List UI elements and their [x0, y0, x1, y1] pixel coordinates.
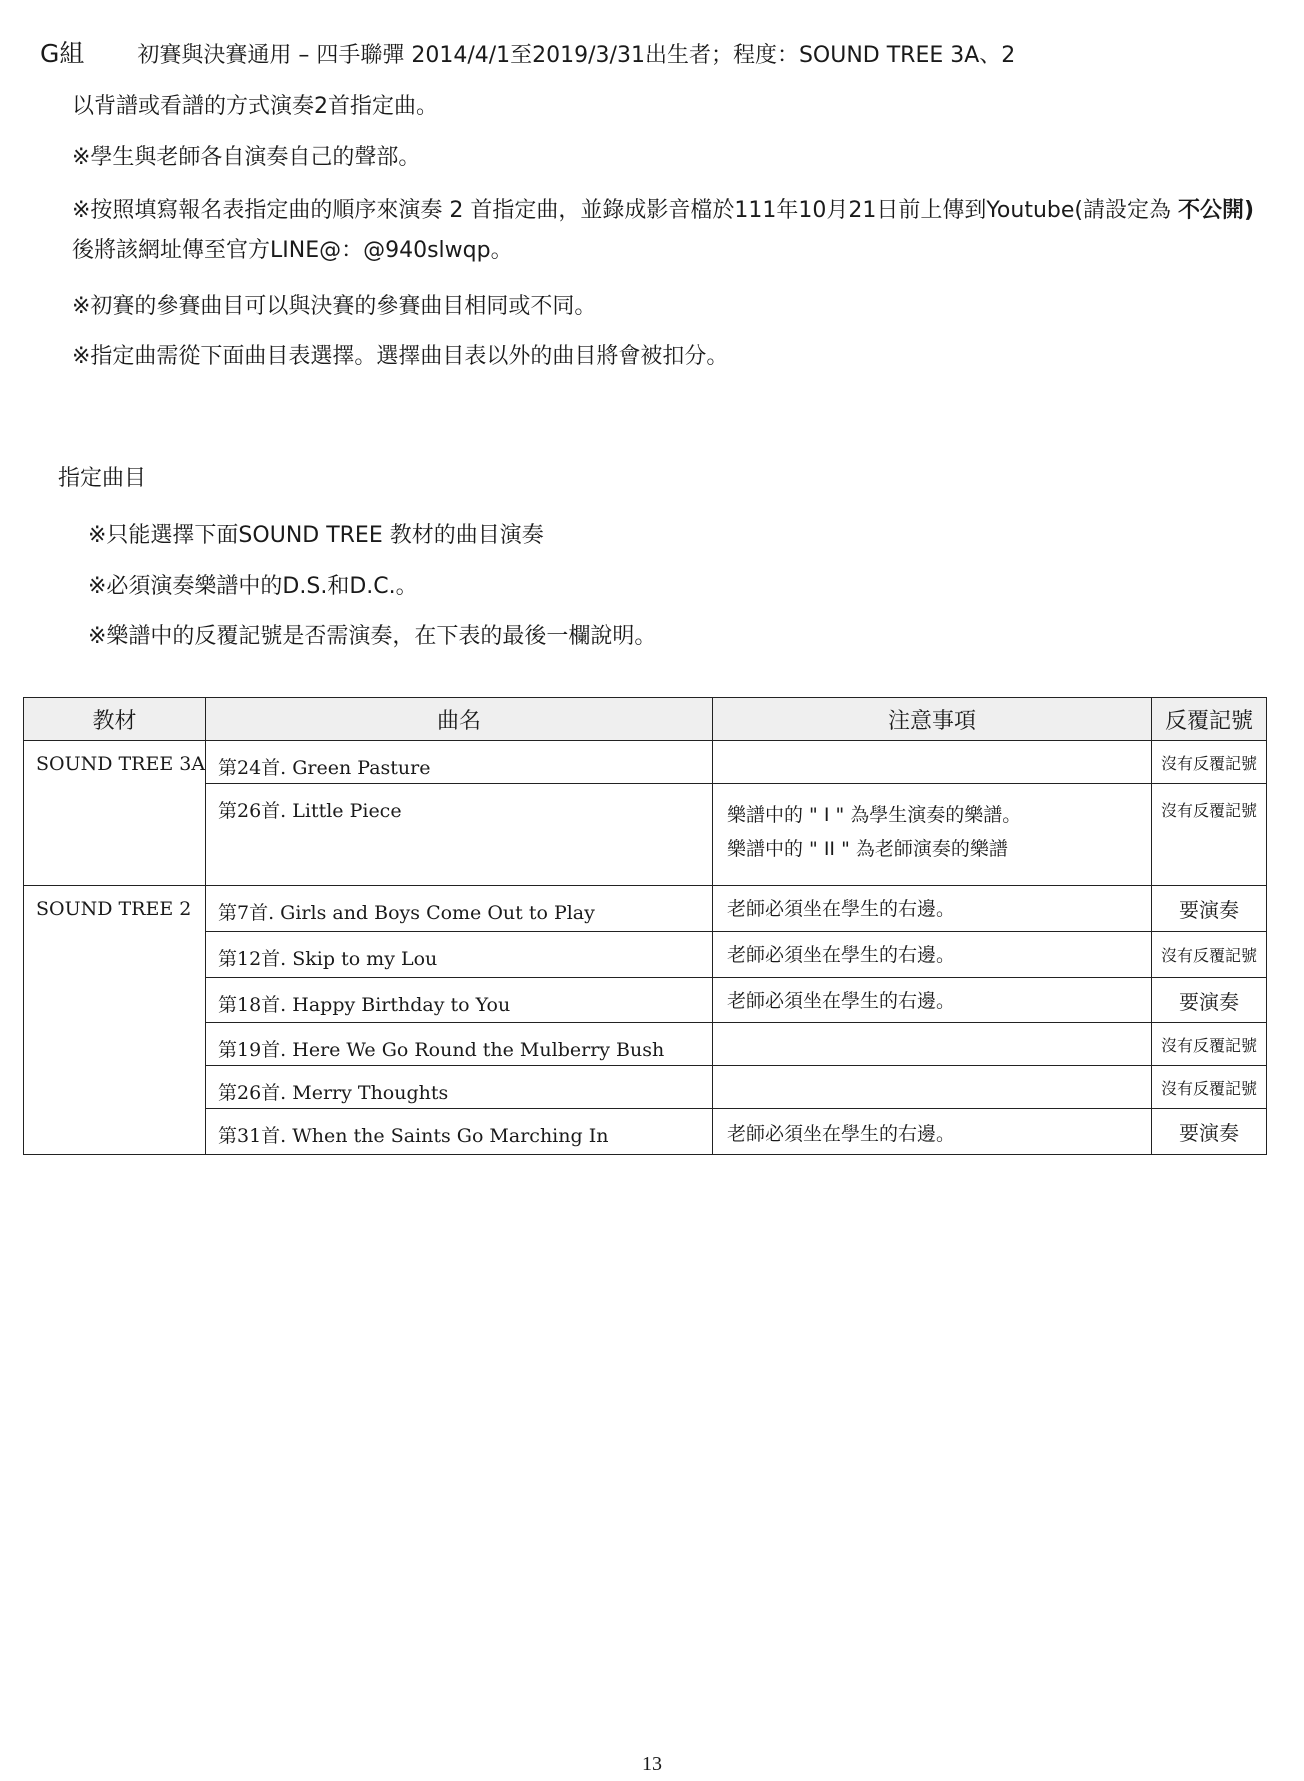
repeat-cell: 沒有反覆記號 — [1152, 784, 1267, 886]
instruction-2: ※學生與老師各自演奏自己的聲部。 — [72, 145, 421, 170]
instruction-4: ※初賽的參賽曲目可以與決賽的參賽曲目相同或不同。 — [72, 294, 597, 319]
song-note: 老師必須坐在學生的右邊。 — [713, 1109, 1152, 1155]
song-note — [713, 1023, 1152, 1066]
song-title: 第26首. Merry Thoughts — [206, 1066, 713, 1109]
group-heading — [40, 39, 1015, 71]
section-note-1: ※只能選擇下面SOUND TREE 教材的曲目演奏 — [88, 523, 544, 548]
section-title: 指定曲目 — [58, 466, 147, 491]
song-note: 老師必須坐在學生的右邊。 — [713, 978, 1152, 1023]
group-label: G組 — [40, 39, 85, 68]
instruction-3-continued: 後將該網址傳至官方LINE@：@940slwqp。 — [72, 238, 513, 263]
song-title: 第26首. Little Piece — [206, 784, 713, 886]
instruction-5: ※指定曲需從下面曲目表選擇。選擇曲目表以外的曲目將會被扣分。 — [72, 344, 729, 369]
repeat-cell: 沒有反覆記號 — [1152, 932, 1267, 978]
repeat-cell: 要演奏 — [1152, 1109, 1267, 1155]
song-note-line-2: 樂譜中的 " II " 為老師演奏的樂譜 — [727, 838, 1008, 860]
song-title: 第18首. Happy Birthday to You — [206, 978, 713, 1023]
section-note-3: ※樂譜中的反覆記號是否需演奏，在下表的最後一欄說明。 — [88, 624, 657, 649]
song-note: 老師必須坐在學生的右邊。 — [713, 932, 1152, 978]
instruction-1: 以背譜或看譜的方式演奏2首指定曲。 — [72, 94, 438, 119]
song-note: 老師必須坐在學生的右邊。 — [713, 886, 1152, 932]
instruction-3-private: 不公開) — [1177, 198, 1255, 223]
repeat-cell: 沒有反覆記號 — [1152, 741, 1267, 784]
song-title: 第12首. Skip to my Lou — [206, 932, 713, 978]
song-note — [713, 1066, 1152, 1109]
song-note — [713, 784, 1152, 886]
section-note-2: ※必須演奏樂譜中的D.S.和D.C.。 — [88, 574, 418, 599]
repeat-cell: 要演奏 — [1152, 886, 1267, 932]
song-title: 第7首. Girls and Boys Come Out to Play — [206, 886, 713, 932]
table-row — [24, 784, 1267, 886]
header-notes: 注意事項 — [713, 698, 1152, 741]
songs-table — [23, 697, 1267, 1155]
table-row — [24, 741, 1267, 784]
book-cell: SOUND TREE 3A — [24, 741, 206, 886]
instruction-3 — [72, 196, 1254, 226]
table-row — [24, 932, 1267, 978]
group-title: 初賽與決賽通用 – 四手聯彈 2014/4/1至2019/3/31出生者；程度：SOUND TREE 3A、2 — [137, 43, 1016, 68]
repeat-cell: 沒有反覆記號 — [1152, 1023, 1267, 1066]
header-book: 教材 — [24, 698, 206, 741]
table-header-row — [24, 698, 1267, 741]
instruction-3-text: ※按照填寫報名表指定曲的順序來演奏 2 首指定曲，並錄成影音檔於111年10月21日前上傳到Youtube(請設定為 — [72, 198, 1178, 223]
header-title: 曲名 — [206, 698, 713, 741]
repeat-cell: 要演奏 — [1152, 978, 1267, 1023]
song-note — [713, 741, 1152, 784]
table-row — [24, 978, 1267, 1023]
header-repeat: 反覆記號 — [1152, 698, 1267, 741]
song-note-line-1: 樂譜中的 " I " 為學生演奏的樂譜。 — [727, 804, 1022, 826]
book-cell: SOUND TREE 2 — [24, 886, 206, 1155]
table-row — [24, 1066, 1267, 1109]
song-title: 第19首. Here We Go Round the Mulberry Bush — [206, 1023, 713, 1066]
song-title: 第24首. Green Pasture — [206, 741, 713, 784]
song-title: 第31首. When the Saints Go Marching In — [206, 1109, 713, 1155]
repeat-cell: 沒有反覆記號 — [1152, 1066, 1267, 1109]
page-number: 13 — [642, 1753, 662, 1775]
table-row — [24, 1023, 1267, 1066]
table-row — [24, 886, 1267, 932]
table-row — [24, 1109, 1267, 1155]
